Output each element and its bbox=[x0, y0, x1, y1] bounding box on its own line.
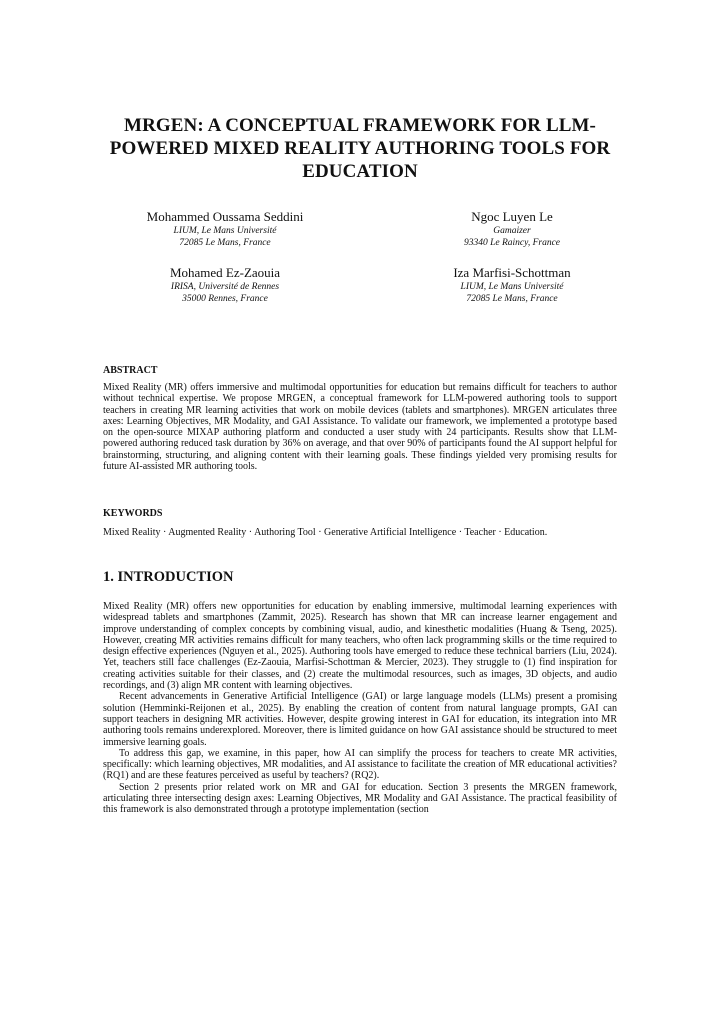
author-address: 93340 Le Raincy, France bbox=[463, 238, 561, 248]
author-name: Mohammed Oussama Seddini bbox=[146, 209, 304, 224]
paragraph: Section 2 presents prior related work on MR and GAI for education. Section 3 presents the MRGEN framework, articulating three intersecting design axes: Learning Objectives, MR Modality and GAI Assistance. The practical feasibility of this framework is also demonstrated through a prototype implementation (section bbox=[103, 781, 617, 816]
author-affiliation: Gamaizer bbox=[493, 226, 531, 236]
author-address: 72085 Le Mans, France bbox=[179, 238, 271, 248]
author-block bbox=[105, 265, 345, 305]
introduction-heading: 1. INTRODUCTION bbox=[103, 569, 234, 585]
paragraph: Mixed Reality (MR) offers new opportunities for education by enabling immersive, multimodal learning experiences with widespread tablets and smartphones (Zammit, 2025). Research has shown that MR can increase learner engagement and improve understanding of complex concepts by combining visual, audio, and kinesthetic modalities (Huang & Tseng, 2025). However, creating MR activities remains difficult for many teachers, who often lack programming skills or the time required to design effective experiences (Nguyen et al., 2025). Authoring tools have emerged to reduce these technical barriers (Liu, 2024). Yet, teachers still face challenges (Ez-Zaouia, Marfisi-Schottman & Mercier, 2023). They struggle to (1) find inspiration for creating activities suitable for their classes, and (2) create the multimodal resources, such as images, 3D objects, and audio recordings, and (3) align MR content with learning objectives. bbox=[103, 601, 617, 692]
author-address: 35000 Rennes, France bbox=[182, 294, 268, 304]
author-name: Mohamed Ez-Zaouia bbox=[169, 265, 281, 280]
keywords-heading: KEYWORDS bbox=[103, 508, 163, 519]
author-name: Ngoc Luyen Le bbox=[471, 209, 553, 224]
keywords-text: Mixed Reality · Augmented Reality · Authoring Tool · Generative Artificial Intelligence · Teacher · Education. bbox=[103, 527, 548, 538]
author-address: 72085 Le Mans, France bbox=[466, 294, 558, 304]
paper-title: MRGEN: A CONCEPTUAL FRAMEWORK FOR LLM-POWERED MIXED REALITY AUTHORING TOOLS FOR EDUCATION bbox=[109, 115, 611, 182]
abstract-text: Mixed Reality (MR) offers immersive and multimodal opportunities for education but remains difficult for teachers to author without technical expertise. We propose MRGEN, a conceptual framework for LLM-powered authoring tools to support teachers in creating MR learning activities that work on mobile devices (tablets and smartphones). MRGEN articulates three axes: Learning Objectives, MR Modality, and GAI Assistance. To validate our framework, we implemented a prototype based on the open-source MIXAP authoring platform and conducted a user study with 24 participants. Results show that LLM-powered authoring reduced task duration by 36% on average, and that over 90% of participants found the AI support helpful for brainstorming, structuring, and aligning content with their learning goals. These findings yielded very promising results for future AI-assisted MR authoring tools. bbox=[103, 382, 617, 473]
introduction-body bbox=[103, 601, 617, 816]
author-block bbox=[392, 265, 632, 305]
abstract-heading: ABSTRACT bbox=[103, 365, 158, 376]
author-affiliation: LIUM, Le Mans Université bbox=[460, 282, 564, 292]
author-block bbox=[105, 209, 345, 249]
paragraph: To address this gap, we examine, in this paper, how AI can simplify the process for teachers to create MR activities, specifically: which learning objectives, MR modalities, and AI assistance to facilitate the creation of MR educational activities? (RQ1) and are these features perceived as useful by teachers? (RQ2). bbox=[103, 747, 617, 782]
author-affiliation: LIUM, Le Mans Université bbox=[173, 226, 277, 236]
author-name: Iza Marfisi-Schottman bbox=[453, 265, 571, 280]
paragraph: Recent advancements in Generative Artificial Intelligence (GAI) or large language models (LLMs) present a promising solution (Hemminki-Reijonen et al., 2025). By enabling the creation of content from natural language prompts, GAI can support teachers in designing MR activities. However, despite growing interest in GAI for education, its integration into MR authoring tools remains underexplored. Moreover, there is limited guidance on how GAI assistance should be structured to meet immersive learning goals. bbox=[103, 691, 617, 748]
author-block bbox=[392, 209, 632, 249]
author-affiliation: IRISA, Université de Rennes bbox=[170, 282, 280, 292]
